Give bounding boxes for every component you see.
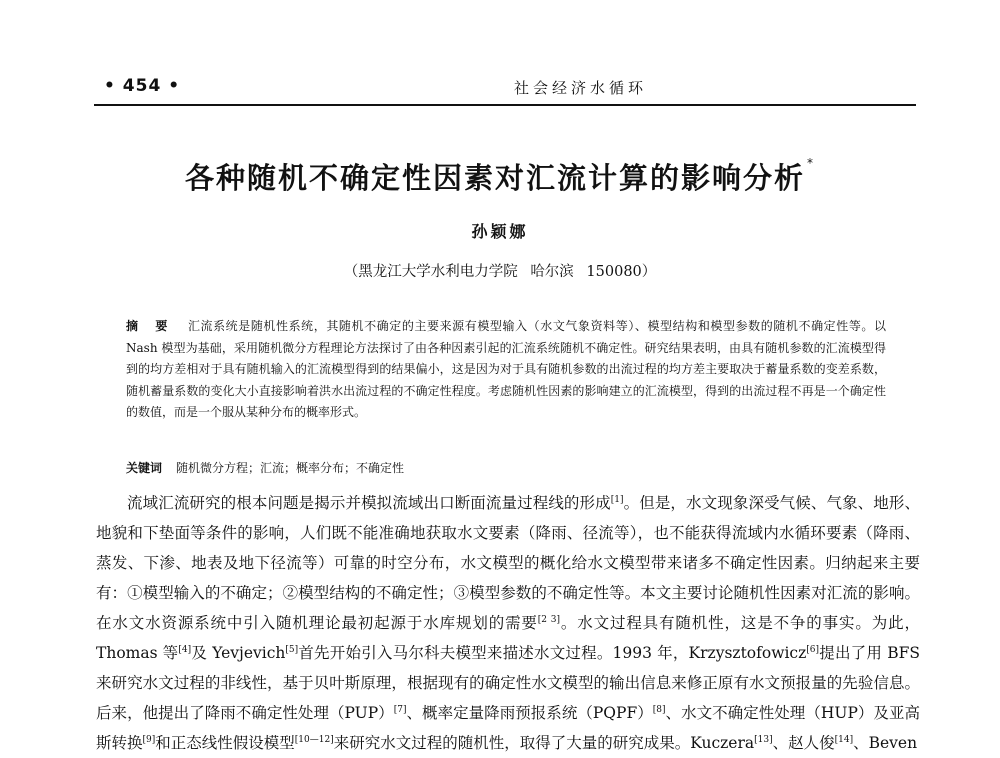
citation[interactable]: [14] (834, 734, 854, 745)
citation[interactable]: [5] (285, 644, 299, 655)
body-segment: 及 Yevjevich (191, 644, 286, 662)
body-segment: 、水文不确定性处理（HUP）及亚高斯转换 (96, 704, 920, 752)
body-segment: 、概率定量降雨预报系统（PQPF） (406, 704, 653, 722)
running-title: 社会经济水循环 (514, 79, 648, 97)
article-title (0, 156, 1000, 197)
author-name: 孙颖娜 (471, 222, 529, 241)
abstract (126, 316, 886, 424)
keywords (126, 459, 886, 477)
body-segment: 和正态线性假设模型 (155, 734, 295, 752)
article-title-text: 各种随机不确定性因素对汇流计算的影响分析 (184, 161, 805, 195)
author-affiliation (0, 260, 1000, 281)
affiliation-institution: （黑龙江大学水利电力学院 (343, 264, 518, 280)
abstract-text: 汇流系统是随机性系统，其随机不确定的主要来源有模型输入（水文气象资料等）、模型结构和模型参数的随机不确定性等。以 Nash 模型为基础，采用随机微分方程理论方法探讨了由各种因素引起的汇流系统随机不确定性。研究结果表明，由具有随机参数的汇流模型得到的均方差相对于具有随机输入的汇流模型得到的结果偏小，这是因为对于具有随机参数的出流过程的均方差主要取决于蓄量系数的变差系数，随机蓄量系数的变化大小直接影响着洪水出流过程的不确定性程度。考虑随机性因素的影响建立的汇流模型，得到的出流过程不再是一个确定性的数值，而是一个服从某种分布的概率形式。 (126, 319, 886, 419)
body-segment: 。但是，水文现象深受气候、气象、地形、地貌和下垫面等条件的影响，人们既不能准确地获取水文要素（降雨、径流等），也不能获得流域内水循环要素（降雨、蒸发、下渗、地表及地下径流等）可靠的时空分布，水文模型的概化给水文模型带来诸多不确定性因素。归纳起来主要有：①模型输入的不确定；②模型结构的不确定性；③模型参数的不确定性等。本文主要讨论随机性因素对汇流的影响。在水文水资源系统中引入随机理论最初起源于水库规划的需要 (96, 494, 920, 632)
body-text (96, 488, 920, 758)
affiliation-postcode: 150080） (586, 264, 657, 280)
body-segment: 来研究水文过程的随机性，取得了大量的研究成果。Kuczera (333, 734, 755, 752)
keywords-text: 随机微分方程；汇流；概率分布；不确定性 (176, 461, 405, 475)
citation[interactable]: [1] (610, 494, 624, 505)
citation[interactable]: [9] (142, 734, 156, 745)
citation[interactable]: [2 3] (537, 614, 560, 625)
keywords-label: 关键词 (126, 461, 163, 475)
citation[interactable]: [7] (393, 704, 407, 715)
citation[interactable]: [10—12] (294, 734, 334, 745)
body-segment: 、Beven (853, 734, 918, 752)
citation[interactable]: [13] (754, 734, 773, 745)
citation[interactable]: [6] (806, 644, 820, 655)
body-segment: 、赵人俊 (772, 734, 835, 752)
body-segment: 流域汇流研究的根本问题是揭示并模拟流域出口断面流量过程线的形成 (127, 494, 611, 512)
title-footnote-mark: * (807, 156, 815, 170)
body-segment: 首先开始引入马尔科夫模型来描述水文过程。1993 年，Krzysztofowicz (298, 644, 807, 662)
citation[interactable]: [4] (178, 644, 192, 655)
running-header (94, 76, 916, 106)
citation[interactable]: [8] (652, 704, 666, 715)
affiliation-city: 哈尔滨 (530, 264, 574, 280)
page-number: • 454 • (104, 76, 181, 96)
body-segment: 。水文过程具有随机性，这是不争的事实。为此，Thomas 等 (96, 614, 920, 662)
body-segment: 提出了用 BFS 来研究水文过程的非线性，基于贝叶斯原理，根据现有的确定性水文模型的输出信息来修正原有水文预报量的先验信息。后来，他提出了降雨不确定性处理（PUP） (96, 644, 920, 722)
body-paragraph (96, 488, 920, 758)
abstract-label: 摘 要 (126, 319, 174, 333)
